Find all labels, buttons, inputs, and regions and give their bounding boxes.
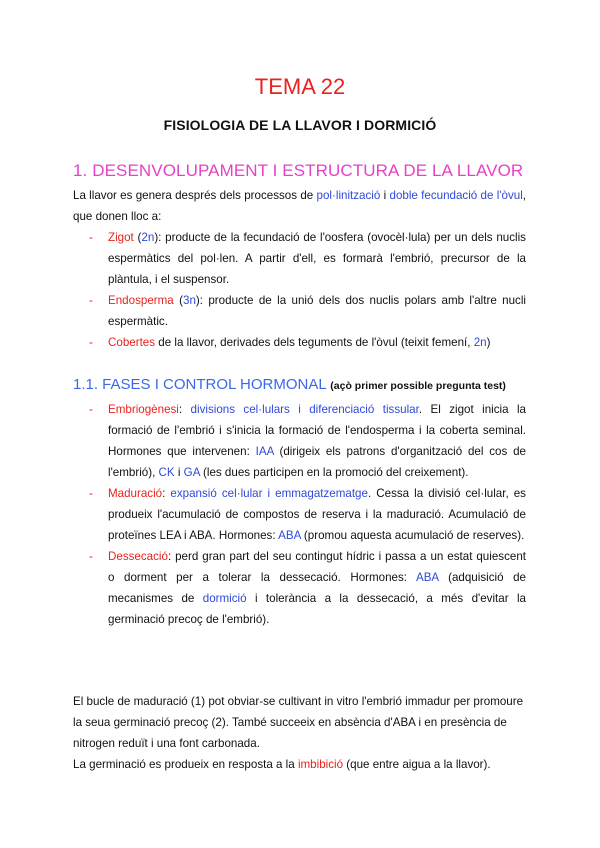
ploidy: 2n	[141, 231, 155, 244]
keyword: IAA	[255, 445, 274, 458]
section1-intro: La llavor es genera després dels processos de pol·linització i doble fecundació de l'òvul, que donen lloc a:	[73, 189, 527, 223]
keyword: ABA	[278, 529, 301, 542]
list-item: - Cobertes de la llavor, derivades dels teguments de l'òvul (teixit femení, 2n)	[73, 332, 526, 353]
keyword: CK	[158, 466, 175, 479]
keyword: doble fecundació de l'òvul	[389, 189, 523, 202]
list-item: - Zigot (2n): producte de la fecundació de l'oosfera (ovocèl·lula) per un dels nuclis espermàtics del pol·len. A partir d'ell, es formarà l'embrió, precursor de la plàntula, i el suspensor.	[73, 227, 526, 290]
term: Endosperma	[108, 294, 174, 307]
paragraph-germination: La germinació es produeix en resposta a la imbibició (que entre aigua a la llavor).	[73, 758, 491, 771]
bullet-dash: -	[89, 487, 93, 500]
list-item: - Maduració: expansió cel·lular i emmagatzematge. Cessa la divisió cel·lular, es produeix l'acumulació de compostos de reserva i la maduració. Acumulació de proteïnes LEA i ABA. Hormones: ABA (promou aquesta acumulació de reserves).	[73, 483, 526, 546]
ploidy: 3n	[183, 294, 196, 307]
list-item: - Embriogènesi: divisions cel·lulars i diferenciació tissular. El zigot inicia la formació de l'embrió i s'inicia la formació de l'endosperma i la coberta seminal. Hormones que intervenen: IAA (dirigeix els patrons d'organització del cos de l'embrió), CK i GA (les dues participen en la promoció del creixement).	[73, 399, 526, 483]
bullet-dash: -	[89, 231, 93, 244]
keyword: GA	[183, 466, 200, 479]
term: Dessecació	[108, 550, 168, 563]
term: Zigot	[108, 231, 134, 244]
section11-list	[73, 399, 526, 630]
keyword: imbibició	[297, 758, 344, 771]
section-heading-1: 1. DESENVOLUPAMENT I ESTRUCTURA DE LA LLAVOR	[73, 161, 524, 180]
list-item: - Endosperma (3n): producte de la unió dels dos nuclis polars amb l'altre nucli espermàtic.	[73, 290, 526, 332]
page-subtitle: FISIOLOGIA DE LA LLAVOR I DORMICIÓ	[163, 117, 437, 133]
term: Maduració	[108, 487, 163, 500]
bullet-dash: -	[89, 294, 93, 307]
term: Cobertes	[108, 336, 156, 349]
bullet-dash: -	[89, 403, 93, 416]
bullet-dash: -	[89, 336, 93, 349]
section-heading-1-1: 1.1. FASES I CONTROL HORMONAL (açò primer possible pregunta test)	[73, 376, 506, 393]
page-title: TEMA 22	[254, 74, 346, 99]
bullet-dash: -	[89, 550, 93, 563]
exam-note: (açò primer possible pregunta test)	[330, 380, 506, 392]
ploidy: 2n	[473, 336, 487, 349]
paragraph-maturation-loop: El bucle de maduració (1) pot obviar-se cultivant in vitro l'embrió immadur per promoure la seua germinació precoç (2). També succeeix en absència d'ABA i en presència de nitrogen reduït i una font carbonada.	[73, 695, 524, 750]
keyword: pol·linització	[316, 189, 381, 202]
list-item: - Dessecació: perd gran part del seu contingut hídric i passa a un estat quiescent o dorment per a tolerar la dessecació. Hormones: ABA (adquisició de mecanismes de dormició i tolerància a la dessecació, a més d'evitar la germinació precoç de l'embrió).	[73, 546, 526, 630]
section1-list	[73, 227, 526, 353]
term: Embriogènesi	[108, 403, 179, 416]
keyword: ABA	[415, 571, 439, 584]
keyword: expansió cel·lular i emmagatzematge	[170, 487, 368, 500]
keyword: divisions cel·lulars i diferenciació tissular	[190, 403, 419, 416]
keyword: dormició	[202, 592, 247, 605]
